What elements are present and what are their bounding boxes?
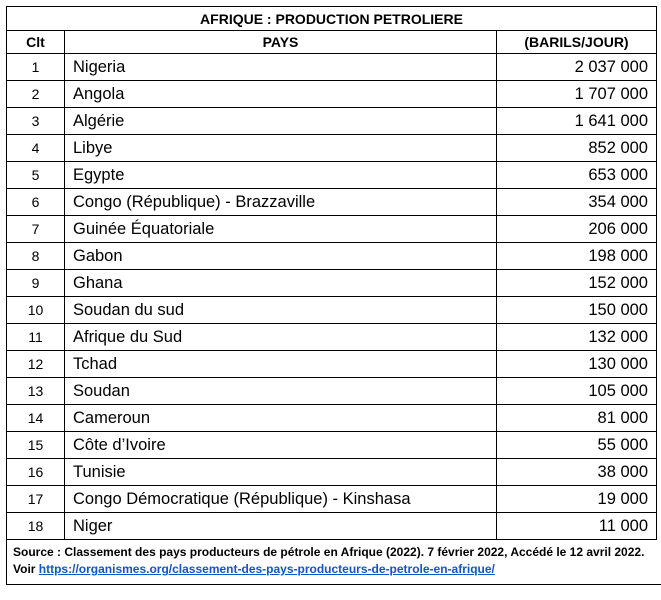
- table-row: [7, 108, 657, 135]
- header-country: PAYS: [65, 31, 497, 54]
- row-country: Niger: [65, 513, 497, 540]
- table-title-row: [7, 7, 657, 31]
- row-value: 19 000: [497, 486, 657, 513]
- row-country: Ghana: [65, 270, 497, 297]
- table-row: [7, 297, 657, 324]
- table-row: [7, 513, 657, 540]
- row-rank: 1: [7, 54, 65, 81]
- row-rank: 13: [7, 378, 65, 405]
- table-row: [7, 54, 657, 81]
- row-country: Egypte: [65, 162, 497, 189]
- row-value: 11 000: [497, 513, 657, 540]
- row-value: 206 000: [497, 216, 657, 243]
- row-value: 81 000: [497, 405, 657, 432]
- row-value: 1 641 000: [497, 108, 657, 135]
- table-row: [7, 405, 657, 432]
- row-value: 150 000: [497, 297, 657, 324]
- table-row: [7, 135, 657, 162]
- table-row: [7, 486, 657, 513]
- table-row: [7, 243, 657, 270]
- row-value: 38 000: [497, 459, 657, 486]
- row-rank: 2: [7, 81, 65, 108]
- row-value: 2 037 000: [497, 54, 657, 81]
- row-rank: 12: [7, 351, 65, 378]
- row-country: Angola: [65, 81, 497, 108]
- table-row: [7, 432, 657, 459]
- row-rank: 3: [7, 108, 65, 135]
- table-body: [7, 54, 657, 540]
- production-table: [6, 6, 657, 540]
- row-country: Soudan du sud: [65, 297, 497, 324]
- header-rank: Clt: [7, 31, 65, 54]
- table-row: [7, 378, 657, 405]
- source-date: 7 février 2022, Accédé le 12 avril 2022. Voir: [13, 545, 645, 576]
- row-rank: 14: [7, 405, 65, 432]
- row-rank: 6: [7, 189, 65, 216]
- source-title: Classement des pays producteurs de pétrole en Afrique (2022).: [64, 545, 425, 559]
- row-rank: 18: [7, 513, 65, 540]
- row-rank: 10: [7, 297, 65, 324]
- row-country: Cameroun: [65, 405, 497, 432]
- row-country: Afrique du Sud: [65, 324, 497, 351]
- row-country: Côte d’Ivoire: [65, 432, 497, 459]
- table-row: [7, 270, 657, 297]
- row-country: Tunisie: [65, 459, 497, 486]
- row-value: 132 000: [497, 324, 657, 351]
- row-country: Congo Démocratique (République) - Kinshasa: [65, 486, 497, 513]
- row-country: Soudan: [65, 378, 497, 405]
- row-rank: 16: [7, 459, 65, 486]
- row-country: Congo (République) - Brazzaville: [65, 189, 497, 216]
- table-row: [7, 351, 657, 378]
- row-value: 653 000: [497, 162, 657, 189]
- row-country: Tchad: [65, 351, 497, 378]
- row-country: Libye: [65, 135, 497, 162]
- table-row: [7, 81, 657, 108]
- row-value: 1 707 000: [497, 81, 657, 108]
- row-country: Guinée Équatoriale: [65, 216, 497, 243]
- row-rank: 5: [7, 162, 65, 189]
- row-rank: 4: [7, 135, 65, 162]
- source-link[interactable]: https://organismes.org/classement-des-pays-producteurs-de-petrole-en-afrique/: [38, 562, 495, 576]
- production-table-container: [6, 6, 656, 585]
- row-rank: 7: [7, 216, 65, 243]
- row-country: Algérie: [65, 108, 497, 135]
- table-row: [7, 162, 657, 189]
- table-row: [7, 459, 657, 486]
- header-value: (BARILS/JOUR): [497, 31, 657, 54]
- row-rank: 8: [7, 243, 65, 270]
- row-rank: 17: [7, 486, 65, 513]
- table-row: [7, 324, 657, 351]
- row-value: 152 000: [497, 270, 657, 297]
- row-rank: 9: [7, 270, 65, 297]
- row-country: Gabon: [65, 243, 497, 270]
- row-value: 105 000: [497, 378, 657, 405]
- row-value: 852 000: [497, 135, 657, 162]
- source-note: [6, 540, 661, 585]
- row-value: 198 000: [497, 243, 657, 270]
- row-value: 354 000: [497, 189, 657, 216]
- table-title: AFRIQUE : PRODUCTION PETROLIERE: [7, 7, 657, 31]
- row-country: Nigeria: [65, 54, 497, 81]
- row-rank: 11: [7, 324, 65, 351]
- table-row: [7, 189, 657, 216]
- source-label: Source :: [13, 545, 65, 559]
- row-value: 55 000: [497, 432, 657, 459]
- row-value: 130 000: [497, 351, 657, 378]
- row-rank: 15: [7, 432, 65, 459]
- table-row: [7, 216, 657, 243]
- table-header-row: [7, 31, 657, 54]
